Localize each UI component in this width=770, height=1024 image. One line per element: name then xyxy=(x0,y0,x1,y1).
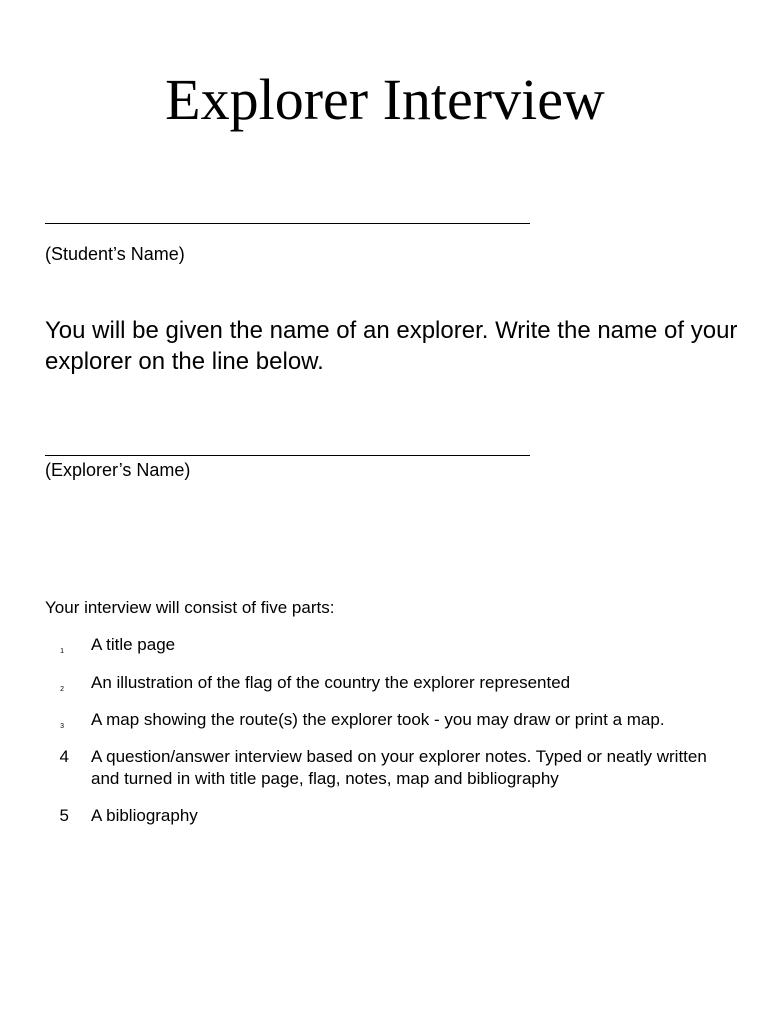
list-item xyxy=(45,746,725,790)
list-item-number: 4 xyxy=(59,747,69,766)
student-name-caption: (Student’s Name) xyxy=(45,244,185,264)
list-item xyxy=(45,672,725,694)
instructions-text: You will be given the name of an explorer. Write the name of your explorer on the line below. xyxy=(45,317,738,375)
list-item xyxy=(45,634,725,656)
list-item xyxy=(45,805,725,827)
parts-list xyxy=(45,634,725,827)
list-item-number: 3 xyxy=(60,723,64,730)
list-item xyxy=(45,709,725,731)
page-title: Explorer Interview xyxy=(165,67,605,132)
explorer-name-line[interactable] xyxy=(45,455,530,456)
list-item-text: A map showing the route(s) the explorer took - you may draw or print a map. xyxy=(91,710,665,729)
explorer-name-caption: (Explorer’s Name) xyxy=(45,460,191,480)
list-item-text: A title page xyxy=(91,635,176,654)
list-item-text: A bibliography xyxy=(91,806,198,825)
list-item-number: 1 xyxy=(60,648,64,655)
list-item-text: An illustration of the flag of the country the explorer represented xyxy=(91,673,571,692)
parts-intro: Your interview will consist of five parts: xyxy=(45,598,335,617)
student-name-line[interactable] xyxy=(45,223,530,224)
list-item-number: 2 xyxy=(60,686,64,693)
list-item-text: A question/answer interview based on your explorer notes. Typed or neatly written and turned in with title page, flag, notes, map and bibliography xyxy=(91,747,707,788)
list-item-number: 5 xyxy=(59,806,69,825)
